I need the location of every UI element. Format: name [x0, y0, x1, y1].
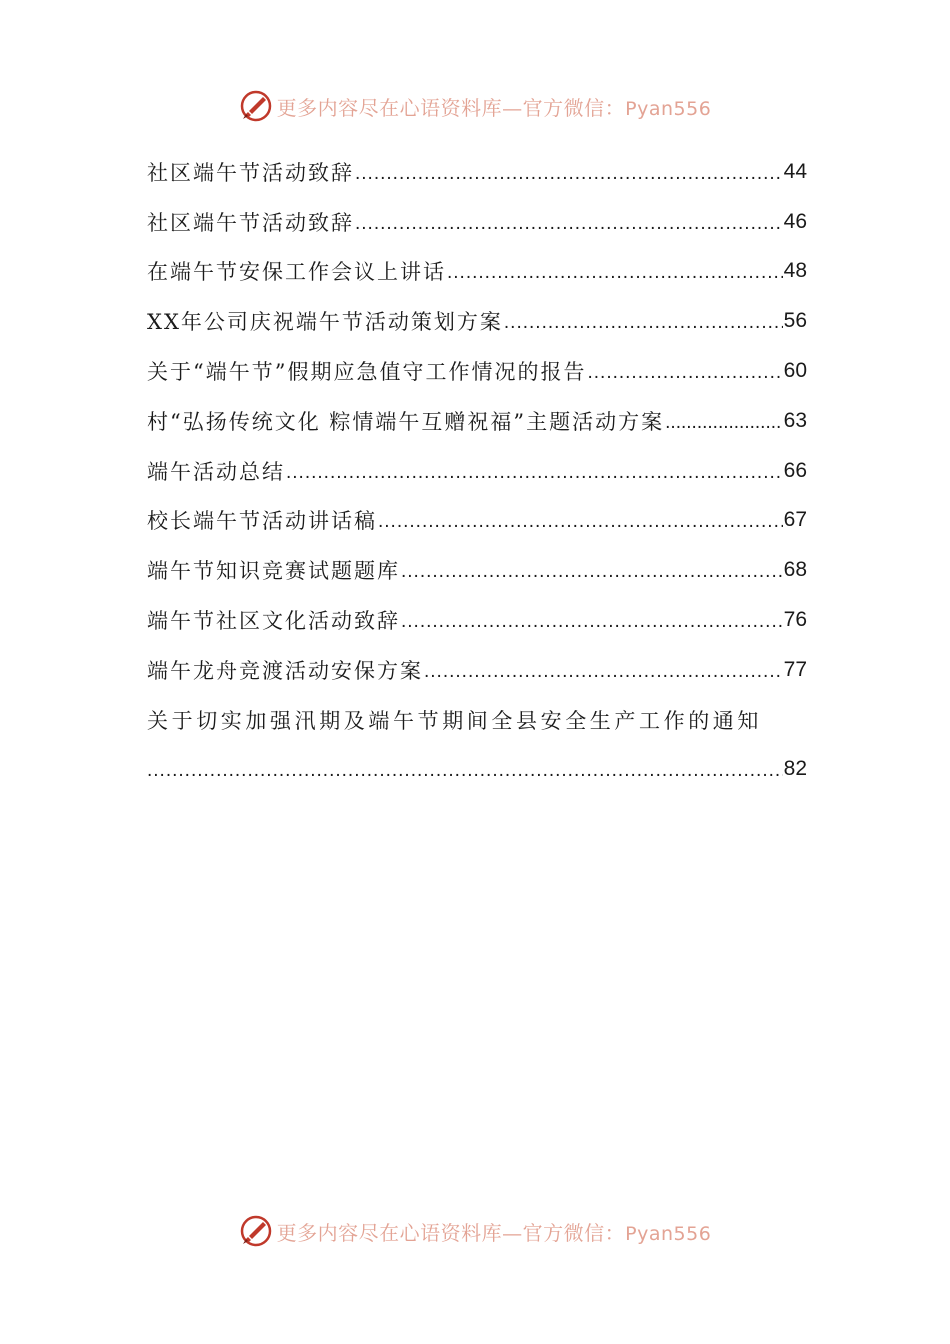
dot-leader — [355, 163, 783, 185]
toc-entry[interactable] — [147, 695, 807, 745]
toc-entry-page: 66 — [783, 458, 807, 482]
toc-entry-title: 社区端午节活动致辞 — [147, 210, 354, 235]
toc-entry[interactable] — [147, 595, 807, 645]
pen-logo-icon — [239, 1214, 273, 1248]
footer-banner-text: 更多内容尽在心语资料库—官方微信：Pyan556 — [276, 1220, 712, 1245]
dot-leader — [378, 511, 783, 533]
dot-leader — [665, 412, 782, 434]
toc-entry[interactable] — [147, 396, 807, 446]
toc-entry-page: 60 — [783, 359, 807, 383]
toc-entry-page: 76 — [783, 608, 807, 632]
toc-entry[interactable] — [147, 247, 807, 297]
toc-entry-title: 端午龙舟竞渡活动安保方案 — [147, 658, 423, 683]
toc-entry-title: 端午节知识竞赛试题题库 — [147, 559, 400, 584]
toc-entry[interactable] — [147, 147, 807, 197]
toc-entry-title: 端午节社区文化活动致辞 — [147, 609, 400, 634]
dot-leader — [401, 611, 783, 633]
header-wechat-id: Pyan556 — [625, 97, 712, 120]
header-banner-text: 更多内容尽在心语资料库—官方微信：Pyan556 — [276, 95, 712, 120]
toc-entry-title: 校长端午节活动讲话稿 — [147, 509, 377, 534]
toc-entry-page: 46 — [783, 209, 807, 233]
footer-wechat-id: Pyan556 — [625, 1222, 712, 1245]
footer-banner — [0, 1211, 950, 1251]
toc-entry-page: 67 — [783, 508, 807, 532]
table-of-contents — [147, 147, 807, 794]
toc-entry[interactable] — [147, 346, 807, 396]
toc-entry-page: 68 — [783, 558, 807, 582]
header-banner — [0, 86, 950, 126]
toc-entry-page: 82 — [783, 757, 807, 781]
toc-entry[interactable] — [147, 645, 807, 695]
dot-leader — [424, 661, 783, 683]
toc-entry-page: 63 — [783, 408, 807, 432]
dot-leader — [355, 213, 783, 235]
pen-logo-icon — [239, 89, 273, 123]
toc-entry-page: 48 — [783, 259, 807, 283]
dot-leader — [401, 561, 783, 583]
toc-entry-title: 在端午节安保工作会议上讲话 — [147, 260, 446, 285]
dot-leader — [286, 462, 783, 484]
toc-entry-page: 56 — [783, 309, 807, 333]
toc-entry[interactable] — [147, 197, 807, 247]
toc-entry-page: 77 — [783, 657, 807, 681]
toc-entry-title: 村“弘扬传统文化 粽情端午互赠祝福”主题活动方案 — [147, 409, 665, 434]
dot-leader — [504, 312, 783, 334]
toc-entry[interactable] — [147, 446, 807, 496]
toc-entry[interactable] — [147, 496, 807, 546]
toc-entry-title: 关于“端午节”假期应急值守工作情况的报告 — [147, 360, 587, 385]
toc-entry-title: 社区端午节活动致辞 — [147, 160, 354, 185]
toc-entry-title: 端午活动总结 — [147, 459, 285, 484]
dot-leader — [587, 362, 782, 384]
toc-entry-page: 44 — [783, 159, 807, 183]
toc-entry[interactable] — [147, 545, 807, 595]
toc-entry-title: 关于切实加强汛期及端午节期间全县安全生产工作的通知 — [147, 708, 762, 733]
toc-entry-title: XX年公司庆祝端午节活动策划方案 — [147, 310, 503, 335]
toc-entry-continuation[interactable] — [147, 745, 807, 795]
toc-entry[interactable] — [147, 296, 807, 346]
dot-leader — [447, 262, 783, 284]
dot-leader — [147, 760, 783, 782]
